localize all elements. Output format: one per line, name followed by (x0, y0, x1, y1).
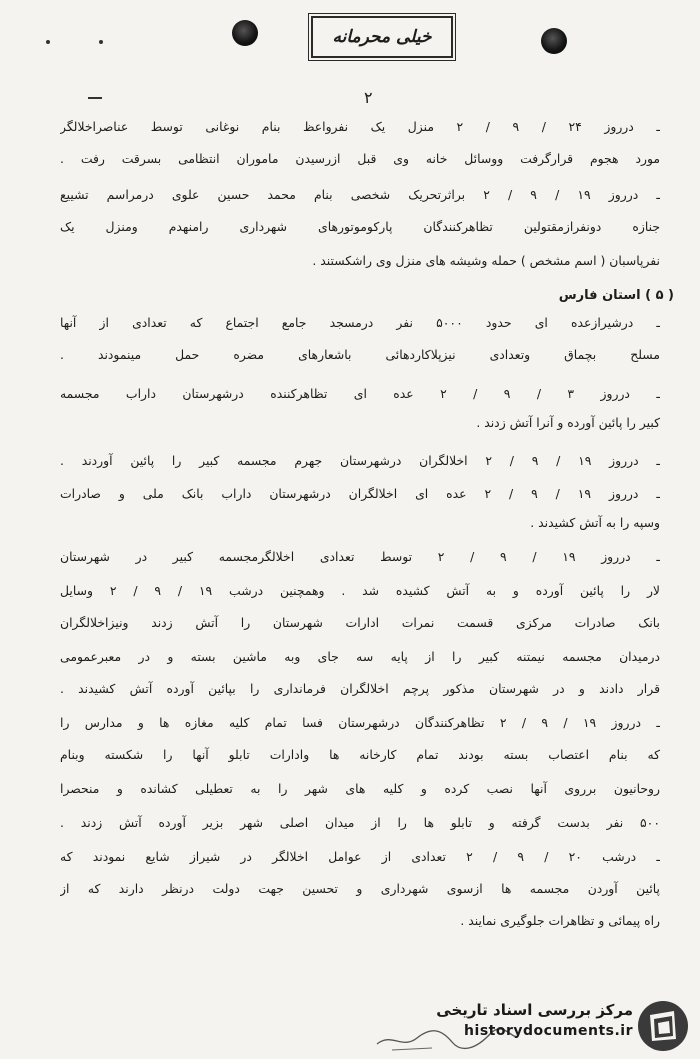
watermark-url: historydocuments.ir (464, 1023, 633, 1039)
text-line: وسپه را به آتش کشیدند . (530, 515, 660, 530)
watermark-title: مرکز بررسی اسناد تاریخی (436, 1001, 633, 1019)
text-line: ـ درروز ۳ / ۹ / ۲ عده ای تظاهرکننده درشهرستان داراب مجسمه (60, 386, 660, 401)
punch-hole-right (541, 28, 567, 54)
text-line: کبیر را پائین آورده و آنرا آتش زدند . (476, 415, 660, 430)
text-line: ـ درروز ۱۹ / ۹ / ۲ توسط تعدادی اخلالگرمجسمه کبیر در شهرستان (60, 549, 660, 564)
text-line: نفرپاسبان ( اسم مشخص ) حمله وشیشه های منزل وی راشکستند . (312, 253, 660, 268)
punch-hole-left (232, 20, 258, 46)
section-heading: ( ۵ ) استان فارس (558, 288, 674, 303)
speck (46, 40, 50, 44)
archive-watermark (405, 994, 633, 1052)
text-line: ـ درروز ۱۹ / ۹ / ۲ عده ای اخلالگران درشهرستان داراب بانک ملی و صادرات (60, 486, 660, 501)
text-line: ۵۰۰ نفر بدست گرفته و تابلو ها را از میدان اصلی شهر بزیر آورده آتش زدند . (60, 815, 660, 830)
text-line: لار را پائین آورده و به آتش کشیده شد . وهمچنین درشب ۱۹ / ۹ / ۲ وسایل (60, 583, 660, 598)
speck (99, 40, 103, 44)
text-line: درمیدان مجسمه نیمتنه کبیر را از پایه سه جای وبه ماشین بسته و در معبرعمومی (60, 649, 660, 664)
text-line: بانک صادرات مرکزی قسمت نمرات ادارات شهرستان را آتش زدند ونیزاخلالگران (60, 615, 660, 630)
text-line: مورد هجوم قرارگرفت ووسائل خانه وی قبل ازرسیدن ماموران انتظامی بسرقت رفت . (60, 151, 660, 166)
page-number: ۲ (364, 88, 373, 107)
classification-stamp: خیلی محرمانه (311, 16, 453, 58)
text-line: روحانیون برروی آنها نصب کرده و کلیه های شهر را به تعطیلی کشانده و منحصرا (60, 781, 660, 796)
text-line: ـ درشیرازعده ای حدود ۵۰۰۰ نفر درمسجد جامع اجتماع که تعدادی از آنها (60, 315, 660, 330)
text-line: ـ درروز ۱۹ / ۹ / ۲ اخلالگران درشهرستان جهرم مجسمه کبیر را پائین آوردند . (60, 453, 660, 468)
archive-logo-icon (636, 999, 690, 1053)
text-line: قرار دادند و در شهرستان مذکور پرچم اخلالگران فرمانداری را بپائین آورده آتش کشیدند . (60, 681, 660, 696)
text-line: که بنام اعتصاب بسته بودند تمام کارخانه ها وادارات تابلو آنها را شکسته وبنام (60, 747, 660, 762)
text-line: ـ درروز ۱۹ / ۹ / ۲ براثرتحریک شخصی بنام محمد حسین علوی درمراسم تشییع (60, 187, 660, 202)
margin-dash (88, 97, 102, 99)
text-line: جنازه دونفرازمقتولین تظاهرکنندگان پارکوموتورهای شهرداری رامنهدم ومنزل یک (60, 219, 660, 234)
text-line: ـ درروز ۱۹ / ۹ / ۲ تظاهرکنندگان درشهرستان فسا تمام کلیه مغازه ها و مدارس را (60, 715, 660, 730)
text-line: مسلح بچماق وتعدادی نیزپلاکاردهائی باشعارهای مضره حمل مینمودند . (60, 347, 660, 362)
text-line: ـ درروز ۲۴ / ۹ / ۲ منزل یک نفرواعظ بنام نوغانی توسط عناصراخلالگر (60, 119, 660, 134)
text-line: ـ درشب ۲۰ / ۹ / ۲ تعدادی از عوامل اخلالگر در شیراز شایع نمودند که (60, 849, 660, 864)
text-line: پائین آوردن مجسمه ها ازسوی شهرداری و تحسین جهت دولت درنظر دارند که از (60, 881, 660, 896)
text-line: راه پیمائی و تظاهرات جلوگیری نمایند . (460, 913, 660, 928)
